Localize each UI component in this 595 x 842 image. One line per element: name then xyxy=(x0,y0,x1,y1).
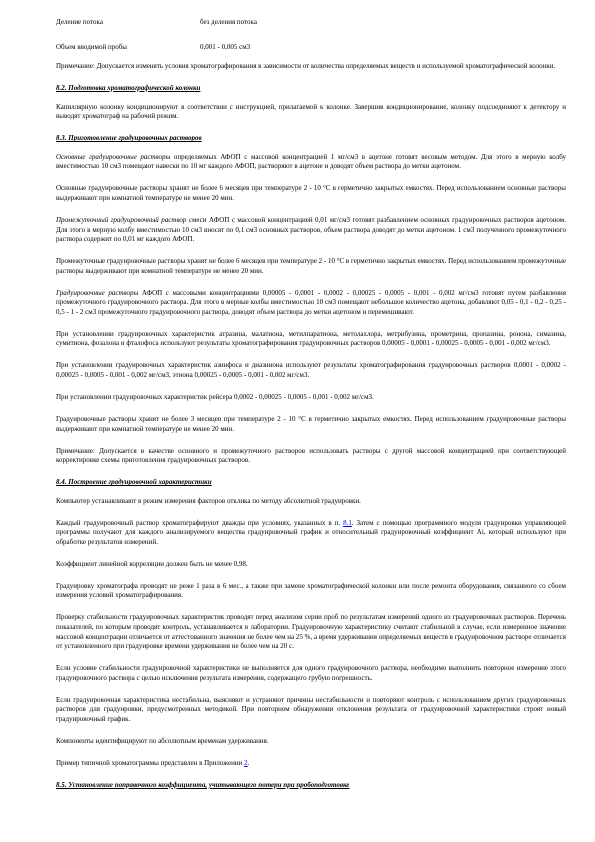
paragraph: При установлении градуировочных характеристик азинфоса и диазинона используют результаты хроматографирования градуировочных растворов 0,0001 - 0,0002 - 0,00025 - 0,0005 - 0,001 - 0,002 мг/см3, этиона 0,00025 - 0,0005 - 0,001 - 0,002 мг/см3. xyxy=(56,361,566,379)
note-solutions: Примечание: Допускается в качестве основного и промежуточного растворов использовать растворы с другой массовой концентрацией при соответствующей корректировке схемы приготовления градуировочных растворов. xyxy=(56,446,566,465)
paragraph: Если условие стабильности градуировочной характеристики не выполняется для одного градуировочного раствора, необходимо выполнить повторное измерение этого градуировочного раствора с целью исключения результата измерения, содержащего грубую погрешность. xyxy=(56,664,566,682)
term: Основные градуировочные растворы xyxy=(56,152,171,161)
paragraph: При установлении градуировочных характеристик рейсера 0,0002 - 0,00025 - 0,0005 - 0,001 - 0,002 мг/см3. xyxy=(56,392,374,401)
section-heading-8-3: 8.3. Приготовление градуировочных растворов xyxy=(56,134,202,143)
paragraph: Пример типичной хроматограммы представлен в Приложении 2. xyxy=(56,758,250,767)
paragraph: Градуировочные растворы хранят не более 3 месяцев при температуре 2 - 10 °С в герметично закрытых емкостях. Перед использованием градуировочные растворы выдерживают при комнатной температуре не менее 20 мин. xyxy=(56,414,566,433)
paragraph: При установлении градуировочных характеристик атразина, малатиона, метилпаратиона, метолахлора, метрибузина, прометрина, пропазина, ронона, симазина, сумитиона, фозалона и фталофоса используют результаты хроматографирования градуировочных растворов 0,00005 - 0,0001 - 0,00025 - 0,0005 - 0,001 - 0,002 мг/см3. xyxy=(56,329,566,348)
link-appendix-2[interactable]: 2 xyxy=(244,758,248,767)
link-section-8-1[interactable]: 8.1 xyxy=(343,518,352,527)
section-heading-8-4: 8.4. Построение градуировочной характеристики xyxy=(56,478,212,487)
paragraph: Компоненты идентифицируют по абсолютным временам удерживания. xyxy=(56,736,269,745)
paragraph: Если градуировочная характеристика нестабильна, выясняют и устраняют причины нестабильности и повторяют контроль с использованием других градуировочных растворов для градуировки, предусмотренных методикой. При повторном обнаружении отклонения результата от градуировочной характеристики строят новый градуировочный график. xyxy=(56,695,566,723)
section-heading-8-5: 8.5. Установление поправочного коэффициента, учитывающего потери при пробоподготовке xyxy=(56,780,350,789)
note-conditions: Примечание: Допускается изменять условия хроматографирования в зависимости от количества определяемых веществ и используемой хроматографической колонки. xyxy=(56,62,556,70)
term: Промежуточный градуировочный раствор xyxy=(56,215,187,224)
paragraph: Капиллярную колонку кондиционируют в соответствии с инструкцией, прилагаемой к колонке. Завершив кондиционирование, колонку подсоединяют к детектору и выводят хроматограф на рабочий режим. xyxy=(56,102,566,121)
param-value: 0,001 - 0,005 см3 xyxy=(200,43,251,51)
param-value: без деления потока xyxy=(200,18,257,26)
param-label: Объем вводимой пробы xyxy=(56,43,127,51)
paragraph: Градуировочные растворы АФОП с массовыми концентрациями 0,00005 - 0,0001 - 0,0002 - 0,00025 - 0,0005 - 0,001 - 0,002 мг/см3 готовят путем разбавления промежуточного градуировочного раствора. Для этого в мерные колбы вместимостью 10 см3 помещают небольшое количество ацетона, добавляют 0,05 - 0,1 - 0,2 - 0,25 - 0,5 - 1 - 2 см3 промежуточного градуировочного раствора, доводят объем раствора до метки ацетоном и перемешивают. xyxy=(56,288,566,316)
param-row-injection-volume xyxy=(56,43,250,53)
paragraph: Каждый градуировочный раствор хроматографируют дважды при условиях, указанных в п. 8.1. Затем с помощью программного модуля градуировки управляющей программы получают для каждого анализируемого вещества градуировочный график и относительный градуировочный коэффициент Ai, который используют при обработке результатов измерений. xyxy=(56,518,566,546)
paragraph: Градуировку хроматографа проводят не реже 1 раза в 6 мес., а также при замене хроматографической колонки или после ремонта оборудования, связанного со сбоем измерения условий хроматографирования. xyxy=(56,581,566,600)
paragraph: Промежуточный градуировочный раствор смеси АФОП с массовой концентрацией 0,01 мг/см3 готовят разбавлением основных градуировочных растворов ацетоном. Для этого в мерную колбу вместимостью 10 см3 вносят по 0,1 см3 основных растворов, объем раствора доводят до метки ацетоном. 1 см3 полученного промежуточного раствора содержит по 0,01 мг каждого АФОП. xyxy=(56,215,566,244)
paragraph: Проверку стабильности градуировочных характеристик проводят перед анализом серии проб по результатам измерений одного из градуировочных растворов. Перечень показателей, по которым проводят контроль, устанавливается в лаборатории. Градуировочную характеристику считают стабильной в случае, если измеренное значение массовой концентрации отличается от аттестованного значения не более чем на 25 %, а время удерживания определяемых веществ в градуировочном растворе отличается от установленного при градуировке времени удерживания не более чем на 20 с. xyxy=(56,613,566,651)
paragraph: Компьютер устанавливают в режим измерения факторов отклика по методу абсолютной градуировки. xyxy=(56,496,361,505)
section-heading-8-2: 8.2. Подготовка хроматографической колонки xyxy=(56,83,201,92)
paragraph: Промежуточные градуировочные растворы хранят не более 6 месяцев при температуре 2 - 10 °С в герметично закрытых емкостях. Перед использованием промежуточные растворы выдерживают при комнатной температуре не менее 20 мин. xyxy=(56,257,567,275)
paragraph: Коэффициент линейной корреляции должен быть не менее 0,98. xyxy=(56,559,248,568)
paragraph: Основные градуировочные растворы определяемых АФОП с массовой концентрацией 1 мг/см3 в ацетоне готовят весовым методом. Для этого в мерную колбу вместимостью 10 см3 помещают навески по 10 мг каждого АФОП, растворяют в ацетоне и доводят объем раствора до метки ацетоном. xyxy=(56,152,566,171)
term: Градуировочные растворы xyxy=(56,288,139,297)
paragraph: Основные градуировочные растворы хранят не более 6 месяцев при температуре 2 - 10 °С в герметично закрытых емкостях. Перед использованием основные растворы выдерживают при комнатной температуре не менее 20 мин. xyxy=(56,184,566,202)
document-body xyxy=(56,62,566,800)
param-label: Деление потока xyxy=(56,18,103,26)
param-row-flow-split xyxy=(56,18,257,28)
